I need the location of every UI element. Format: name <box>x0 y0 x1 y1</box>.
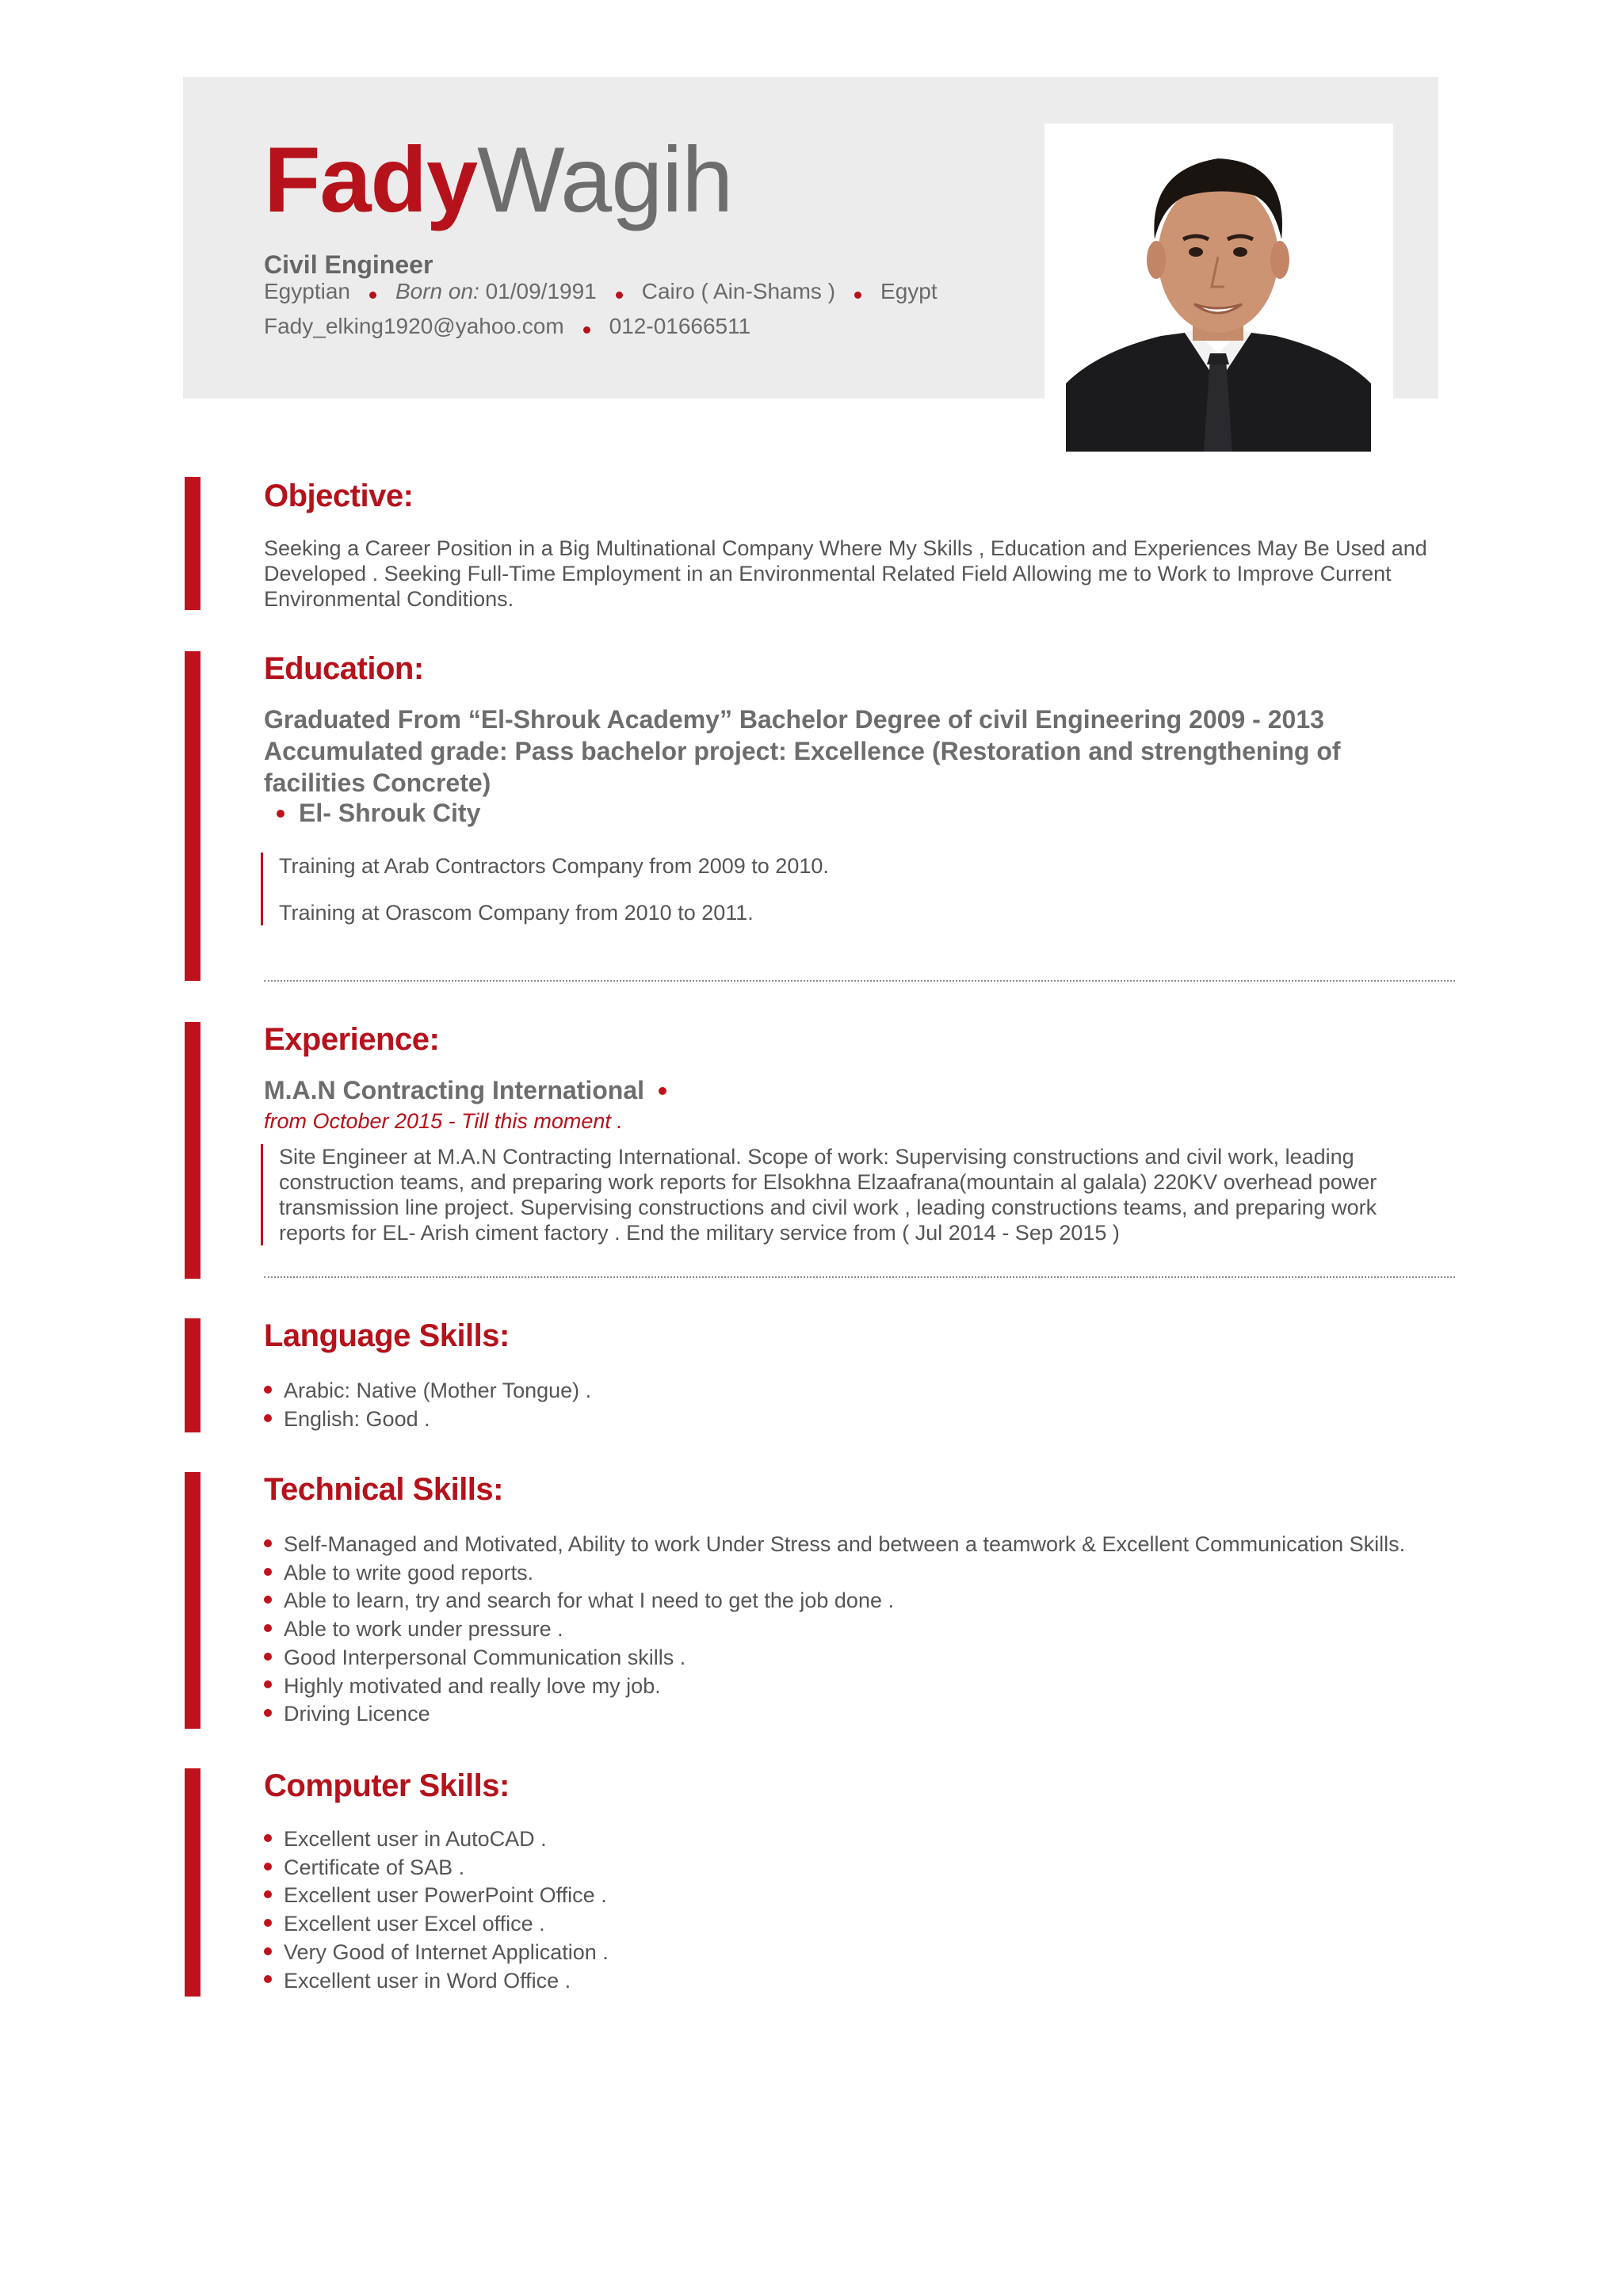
contact-info-line <box>264 314 750 339</box>
bullet-dot <box>264 1386 272 1394</box>
experience-period: from October 2015 - Till this moment . <box>264 1109 623 1133</box>
bullet-dot <box>264 1653 272 1661</box>
language-accent-bar <box>185 1318 200 1432</box>
separator-dot <box>854 292 861 299</box>
section-divider <box>264 1276 1455 1278</box>
experience-description: Site Engineer at M.A.N Contracting International. Scope of work: Supervising constructions and civil work, leading construction teams, and preparing work reports for Elsokhna Elzaafrana(mountain al galala) 220KV overhead power transmission line project. Supervising constructions and civil work , leading constructions teams, and preparing work reports for EL- Arish ciment factory . End the military service from ( Jul 2014 - Sep 2015 ) <box>279 1145 1377 1245</box>
profile-photo <box>1066 146 1371 452</box>
objective-accent-bar <box>185 477 200 610</box>
technical-skills-title: Technical Skills: <box>264 1472 503 1507</box>
training-quote-line <box>261 852 263 925</box>
bullet-dot <box>264 1947 272 1955</box>
bullet-dot <box>264 1680 272 1688</box>
education-location: El- Shrouk City <box>299 799 481 827</box>
city: Cairo ( Ain-Shams ) <box>641 279 836 303</box>
training-item: Training at Orascom Company from 2010 to 2011. <box>279 901 754 925</box>
list-item: Excellent user Excel office . <box>264 1910 609 1939</box>
education-summary: Graduated From “El-Shrouk Academy” Bachelor Degree of civil Engineering 2009 - 2013 Accumulated grade: Pass bachelor project: Excellence (Restoration and strengthening of facilities Concrete) <box>264 705 1341 797</box>
experience-quote-line <box>261 1144 263 1245</box>
bullet-dot <box>264 1890 272 1898</box>
education-location-item <box>277 799 480 828</box>
experience-accent-bar <box>185 1022 200 1279</box>
bullet-dot <box>277 810 285 818</box>
section-divider <box>264 980 1455 982</box>
bullet-dot <box>264 1919 272 1927</box>
born-label: Born on: <box>395 279 479 303</box>
list-item: Excellent user in Word Office . <box>264 1967 609 1996</box>
education-title: Education: <box>264 651 424 686</box>
last-name: Wagih <box>477 128 733 231</box>
list-item: Arabic: Native (Mother Tongue) . <box>264 1377 591 1405</box>
list-item: Able to work under pressure . <box>264 1615 1405 1644</box>
technical-skills-list <box>264 1531 1405 1729</box>
bullet-dot <box>264 1863 272 1871</box>
bullet-dot <box>264 1834 272 1842</box>
first-name: Fady <box>264 128 478 231</box>
email[interactable]: Fady_elking1920@yahoo.com <box>264 314 564 338</box>
list-item: Excellent user PowerPoint Office . <box>264 1882 609 1910</box>
bullet-dot <box>264 1624 272 1632</box>
bullet-dot <box>659 1087 666 1095</box>
bullet-dot <box>264 1414 272 1422</box>
born-date: 01/09/1991 <box>485 279 597 303</box>
company-name: M.A.N Contracting International <box>264 1076 644 1104</box>
experience-title: Experience: <box>264 1022 440 1057</box>
company-line <box>264 1076 666 1105</box>
language-skills-list <box>264 1377 591 1433</box>
computer-skills-title: Computer Skills: <box>264 1768 510 1803</box>
nationality: Egyptian <box>264 279 350 303</box>
objective-text: Seeking a Career Position in a Big Multinational Company Where My Skills , Education and Experiences May Be Used and Developed . Seeking Full-Time Employment in an Environmental Related Field Allowing me to Work to Improve Current Environmental Conditions. <box>264 536 1427 611</box>
training-item: Training at Arab Contractors Company from 2009 to 2010. <box>279 854 829 878</box>
separator-dot <box>616 292 623 299</box>
phone: 012-01666511 <box>609 314 751 338</box>
bullet-dot <box>264 1596 272 1604</box>
list-item: Able to write good reports. <box>264 1559 1405 1588</box>
education-accent-bar <box>185 651 200 981</box>
list-item: Good Interpersonal Communication skills . <box>264 1644 1405 1672</box>
list-item: Highly motivated and really love my job. <box>264 1672 1405 1701</box>
bullet-dot <box>264 1539 272 1547</box>
computer-accent-bar <box>185 1768 200 1997</box>
separator-dot <box>369 292 376 299</box>
technical-accent-bar <box>185 1472 200 1729</box>
list-item: Certificate of SAB . <box>264 1854 609 1882</box>
country: Egypt <box>880 279 938 303</box>
bullet-dot <box>264 1568 272 1576</box>
computer-skills-list <box>264 1825 609 1995</box>
language-skills-title: Language Skills: <box>264 1318 510 1353</box>
separator-dot <box>583 326 590 334</box>
list-item: Very Good of Internet Application . <box>264 1939 609 1967</box>
personal-info-line <box>264 279 938 304</box>
full-name <box>264 128 733 231</box>
objective-title: Objective: <box>264 479 414 513</box>
job-title: Civil Engineer <box>264 250 433 279</box>
list-item: Driving Licence <box>264 1700 1405 1729</box>
bullet-dot <box>264 1975 272 1983</box>
list-item: English: Good . <box>264 1405 591 1434</box>
list-item: Excellent user in AutoCAD . <box>264 1825 609 1854</box>
list-item: Able to learn, try and search for what I need to get the job done . <box>264 1587 1405 1615</box>
bullet-dot <box>264 1709 272 1717</box>
list-item: Self-Managed and Motivated, Ability to work Under Stress and between a teamwork & Excellent Communication Skills. <box>264 1531 1405 1559</box>
